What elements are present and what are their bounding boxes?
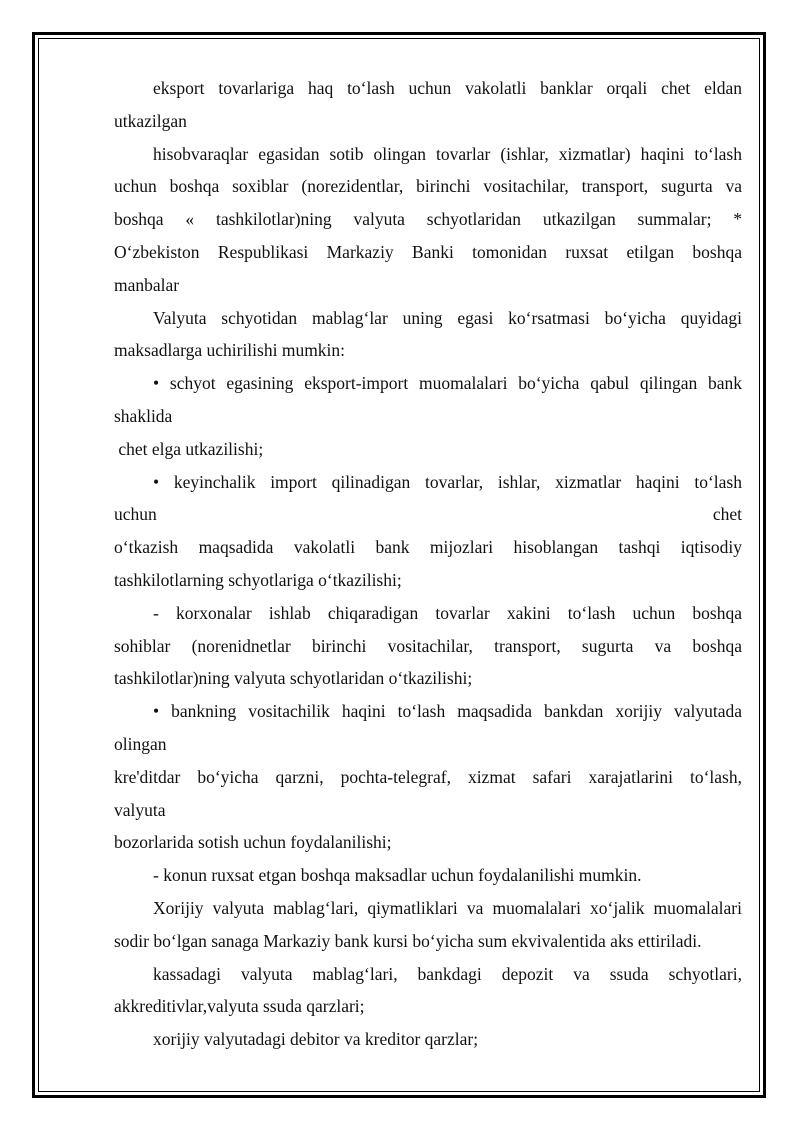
text-line: uchun chet	[114, 504, 742, 525]
document-body	[114, 72, 742, 1056]
text-line: utkazilgan	[114, 110, 187, 131]
text-line: kassadagi valyuta mablag‘lari, bankdagi depozit va ssuda schyotlari,	[153, 963, 742, 984]
text-line: maksadlarga uchirilishi mumkin:	[114, 340, 346, 361]
text-line: eksport tovarlariga haq to‘lash uchun vakolatli banklar orqali chet eldan	[153, 78, 742, 98]
text-line: sodir bo‘lgan sanaga Markaziy bank kursi bo‘yicha sum ekvivalentida aks ettiriladi.	[114, 930, 702, 951]
text-line: manbalar	[114, 274, 180, 295]
text-line: Xorijiy valyuta mablag‘lari, qiymatliklari va muomalalari xo‘jalik muomalalari	[153, 897, 742, 918]
text-line: tashkilotlarning schyotlariga o‘tkazilishi;	[114, 569, 402, 590]
text-line: • schyot egasining eksport-import muomalalari bo‘yicha qabul qilingan bank	[153, 373, 742, 394]
text-line: O‘zbekiston Respublikasi Markaziy Banki tomonidan ruxsat etilgan boshqa	[114, 241, 742, 262]
text-line: o‘tkazish maqsadida vakolatli bank mijozlari hisoblangan tashqi iqtisodiy	[114, 537, 742, 558]
text-line: akkreditivlar,valyuta ssuda qarzlari;	[114, 996, 365, 1017]
text-line: • keyinchalik import qilinadigan tovarlar, ishlar, xizmatlar haqini to‘lash	[153, 471, 742, 492]
text-line: kre'ditdar bo‘yicha qarzni, pochta-telegraf, xizmat safari xarajatlarini to‘lash,	[114, 766, 742, 787]
text-line: • bankning vositachilik haqini to‘lash maqsadida bankdan xorijiy valyutada	[153, 701, 742, 722]
text-line: bozorlarida sotish uchun foydalanilishi;	[114, 832, 392, 853]
text-line: shaklida	[114, 405, 173, 426]
text-line: uchun boshqa soxiblar (norezidentlar, birinchi vositachilar, transport, sugurta va	[114, 176, 742, 197]
text-line: - konun ruxsat etgan boshqa maksadlar uchun foydalanilishi mumkin.	[153, 865, 642, 886]
text-line: sohiblar (norenidnetlar birinchi vositachilar, transport, sugurta va boshqa	[114, 635, 742, 656]
text-line: olingan	[114, 733, 167, 754]
text-line: Valyuta schyotidan mablag‘lar uning egasi ko‘rsatmasi bo‘yicha quyidagi	[153, 307, 742, 328]
text-line: - korxonalar ishlab chiqaradigan tovarlar xakini to‘lash uchun boshqa	[153, 602, 742, 623]
text-line: boshqa « tashkilotlar)ning valyuta schyotlaridan utkazilgan summalar; *	[114, 209, 742, 230]
text-line: xorijiy valyutadagi debitor va kreditor qarzlar;	[153, 1029, 479, 1050]
text-line: chet elga utkazilishi;	[114, 438, 264, 459]
text-line: valyuta	[114, 799, 166, 820]
text-line: hisobvaraqlar egasidan sotib olingan tovarlar (ishlar, xizmatlar) haqini to‘lash	[153, 143, 742, 164]
text-line: tashkilotlar)ning valyuta schyotlaridan o‘tkazilishi;	[114, 668, 473, 689]
